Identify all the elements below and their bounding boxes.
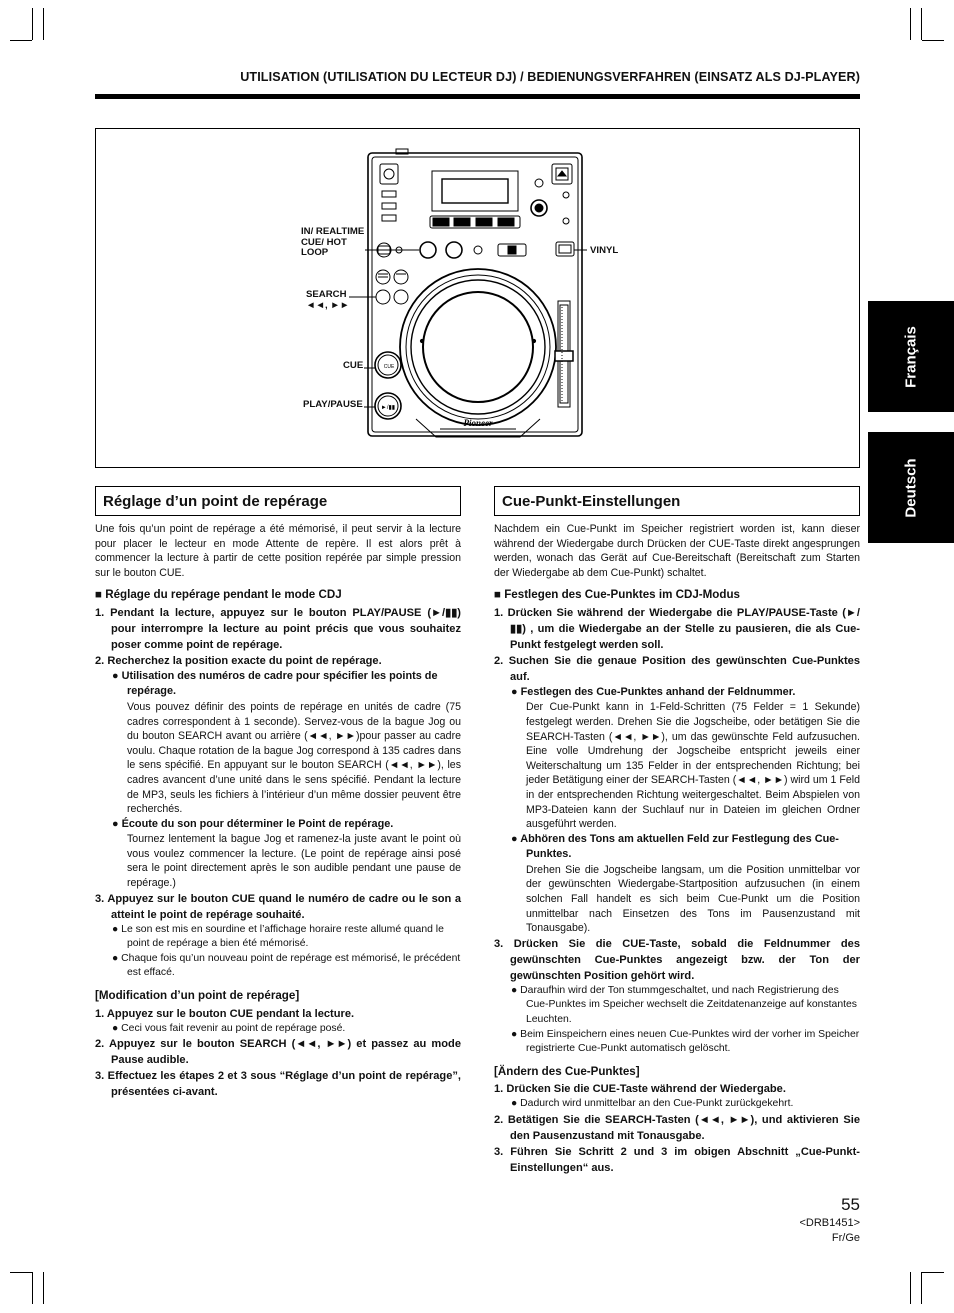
- crop-mark: [10, 1272, 32, 1273]
- bullet-text: Vous pouvez définir des points de repérage en unités de cadre (75 cadres correspondent à 1 seconde). Servez-vous de la bague Jog ou du bouton SEARCH avant ou arrière (◄◄, ►►)pour passer au cadre voulu. Chaque rotation de la bague Jog correspond à 135 cadres dans le sens spécifié. En appuyant sur le bouton SEARCH (◄◄, ►►), les cadres avancent d’une unité dans le sens spécifié. Pendant la lecture de MP3, seuls les fichiers à l’intérieur d’un même dossier peuvent être recherchés.: [127, 700, 461, 816]
- crop-mark: [910, 8, 911, 40]
- step-2: 2. Appuyez sur le bouton SEARCH (◄◄, ►►) et passez au mode Pause audible.: [95, 1038, 461, 1067]
- bullet-text: Der Cue-Punkt kann in 1-Feld-Schritten (75 Felder = 1 Sekunde) festgelegt werden. Drehen Sie die Jogscheibe, oder betätigen Sie die SEARCH-Tasten (◄◄, ►►), um das gewünschte Feld aufzusuchen. Eine volle Umdrehung der Jogscheibe entspricht jeweils einer Weiterschaltung um 135 Felder in der entsprechenden Richtung; bei jeder Betätigung einer der SEARCH-Tasten (◄◄, ►►) wird um 1 Feld in der entsprechenden Richtung weitergeschaltet. Beim Abspielen von MP3-Dateien kann der Suchlauf nur in Dateien im gleichen Ordner ausgeführt werden.: [526, 701, 860, 831]
- figure-box: [95, 128, 860, 468]
- crop-mark: [910, 1272, 911, 1304]
- step-1: 1. Drücken Sie die CUE-Taste während der Wiedergabe.: [494, 1083, 786, 1096]
- column-fr: [95, 522, 461, 1100]
- step-2: 2. Suchen Sie die genaue Position des gewünschten Cue-Punktes auf.: [494, 654, 860, 683]
- intro-text: Une fois qu’un point de repérage a été mémorisé, il peut servir à la lecture pour placer le lecteur en mode Attente de repère. Il est alors prêt à commencer la lecture à partir de cette position repérée par simple pression sur le bouton CUE.: [95, 523, 461, 579]
- step-3: 3. Appuyez sur le bouton CUE quand le numéro de cadre ou le son a atteint le point de repérage souhaité.: [95, 892, 461, 921]
- doc-lang: Fr/Ge: [831, 1232, 860, 1244]
- diagram-play-button-label: ►/▮▮: [380, 405, 396, 411]
- label-vinyl: VINYL: [590, 245, 619, 256]
- intro-text: Nachdem ein Cue-Punkt im Speicher registriert worden ist, kann dieser während der Wiedergabe durch Drücken der CUE-Taste direkt angesprungen werden, wonach das Gerät auf Cue-Bereitschaft (Bereitschaft zum Starten der Wiedergabe ab dem Cue-Punkt) schaltet.: [494, 523, 860, 579]
- step-3: 3. Führen Sie Schritt 2 und 3 im obigen Abschnitt „Cue-Punkt-Einstellungen“ aus.: [494, 1145, 860, 1174]
- document-code: [799, 1216, 860, 1246]
- bullet-text: Tournez lentement la bague Jog et ramenez-la juste avant le point où vous voulez commencer la lecture. (Le point de repérage ainsi posé sera le point directement après le son audible pendant une pause de repérage.): [127, 833, 461, 889]
- crop-mark: [922, 1272, 944, 1273]
- crop-mark: [43, 8, 44, 40]
- cdj-player-diagram: [96, 129, 859, 467]
- section-title-fr: Réglage d’un point de repérage: [95, 486, 461, 516]
- tab-deutsch: Deutsch: [868, 432, 954, 543]
- label-cue: CUE: [343, 360, 364, 371]
- page-number: 55: [841, 1195, 860, 1214]
- diagram-cue-button-label: CUE: [383, 364, 395, 370]
- step-3: 3. Drücken Sie die CUE-Taste, sobald die Feldnummer des gewünschten Cue-Punktes angezeigt bzw. der Ton der gewünschten Position gehört wird.: [494, 937, 860, 982]
- note: ● Chaque fois qu’un nouveau point de repérage est mémorisé, le précédent est effacé.: [112, 952, 461, 979]
- step-3: 3. Effectuez les étapes 2 et 3 sous “Réglage d’un point de repérage”, présentées ci-avant.: [95, 1070, 461, 1099]
- column-de: [494, 522, 860, 1176]
- step-1: 1. Appuyez sur le bouton CUE pendant la lecture.: [95, 1007, 355, 1020]
- label-in-realtime-cue: IN/ REALTIME CUE/ HOT LOOP: [301, 226, 365, 258]
- crop-mark: [921, 1272, 922, 1304]
- crop-mark: [32, 1272, 33, 1304]
- header-rule: [95, 94, 860, 99]
- crop-mark: [32, 8, 33, 40]
- crop-mark: [10, 40, 32, 41]
- note: ● Le son est mis en sourdine et l’affichage horaire reste allumé quand le point de repérage a bien été mémorisé.: [112, 923, 444, 950]
- subheading: ■ Festlegen des Cue-Punktes im CDJ-Modus: [494, 588, 741, 602]
- step-1: 1. Drücken Sie während der Wiedergabe die PLAY/PAUSE-Taste (►/▮▮) , um die Wiedergabe an der Stelle zu pausieren, die als Cue-Punkt festgelegt werden soll.: [494, 606, 860, 651]
- note: ● Daraufhin wird der Ton stummgeschaltet, und nach Registrierung des Cue-Punktes im Speicher wechselt die Zeitdatenanzeige auf konstantes Leuchten.: [511, 984, 857, 1025]
- section-title-de: Cue-Punkt-Einstellungen: [494, 486, 860, 516]
- bullet-heading: ● Écoute du son pour déterminer le Point de repérage.: [112, 817, 394, 830]
- crop-mark: [922, 40, 944, 41]
- note: ● Ceci vous fait revenir au point de repérage posé.: [112, 1022, 346, 1034]
- page-header: UTILISATION (UTILISATION DU LECTEUR DJ) / BEDIENUNGSVERFAHREN (EINSATZ ALS DJ-PLAYER): [240, 70, 860, 84]
- doc-code: <DRB1451>: [799, 1217, 860, 1229]
- subheading: ■ Réglage du repérage pendant le mode CDJ: [95, 588, 342, 602]
- note: ● Beim Einspeichern eines neuen Cue-Punktes wird der vorher im Speicher registrierte Cue-Punkt automatisch gelöscht.: [511, 1028, 860, 1055]
- subheading: [Modification d’un point de repérage]: [95, 988, 300, 1002]
- label-play-pause: PLAY/PAUSE: [303, 399, 363, 410]
- note: ● Dadurch wird unmittelbar an den Cue-Punkt zurückgekehrt.: [511, 1098, 794, 1110]
- bullet-heading: ● Festlegen des Cue-Punktes anhand der Feldnummer.: [511, 685, 796, 698]
- step-2: 2. Recherchez la position exacte du point de repérage.: [95, 654, 382, 667]
- crop-mark: [921, 8, 922, 40]
- step-2: 2. Betätigen Sie die SEARCH-Tasten (◄◄, ►►), und aktivieren Sie den Pausenzustand mit Tonausgabe.: [494, 1113, 860, 1142]
- label-search: SEARCH ◄◄, ►►: [306, 289, 350, 311]
- pioneer-logo: Pioneer: [463, 418, 493, 428]
- bullet-heading: ● Abhören des Tons am aktuellen Feld zur Festlegung des Cue-Punktes.: [511, 832, 839, 861]
- bullet-text: Drehen Sie die Jogscheibe langsam, um die Position unmittelbar vor der gewünschten Wiedergabe-Startposition aufzusuchen (in einem solchen Fall handelt es sich beim Cue-Punkt um die Position unmittelbar nach Einsetzen des Tons im Pausenzustand mit Tonausgabe).: [526, 863, 860, 935]
- subheading: [Ändern des Cue-Punktes]: [494, 1064, 640, 1078]
- crop-mark: [43, 1272, 44, 1304]
- step-1: 1. Pendant la lecture, appuyez sur le bouton PLAY/PAUSE (►/▮▮) pour interrompre la lecture au point précis que vous souhaitez poser comme point de repérage.: [95, 606, 461, 651]
- bullet-heading: ● Utilisation des numéros de cadre pour spécifier les points de repérage.: [112, 669, 438, 698]
- tab-francais: Français: [868, 301, 954, 412]
